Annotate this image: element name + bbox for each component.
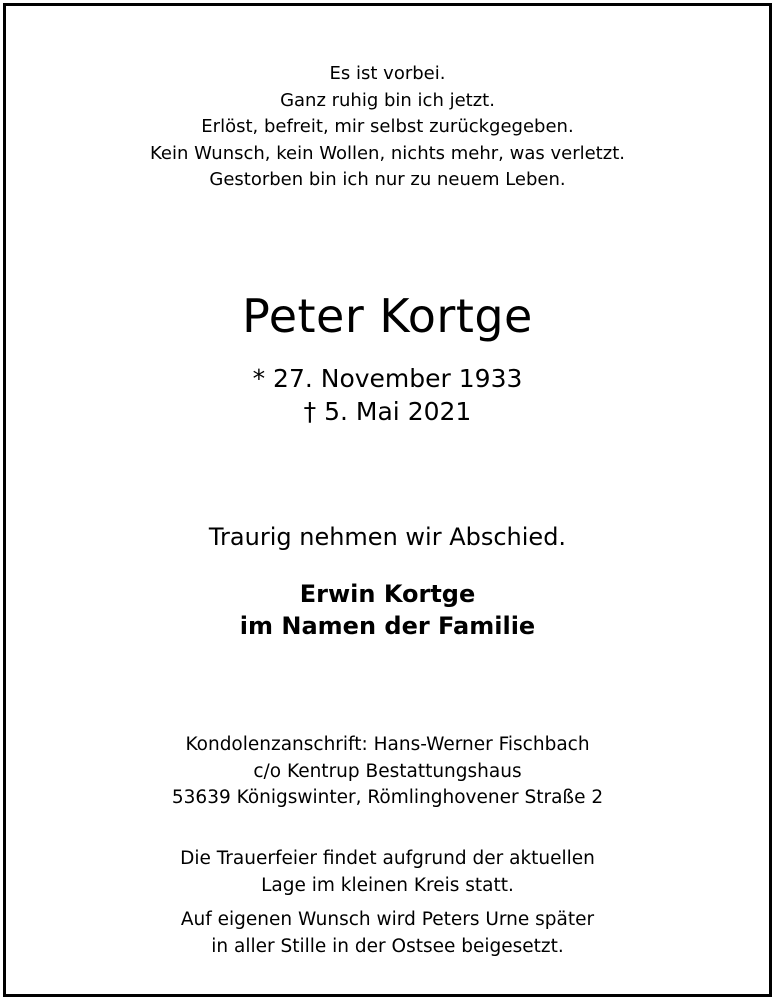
poem-line: Ganz ruhig bin ich jetzt. (280, 89, 495, 111)
urn-line: in aller Stille in der Ostsee beigesetzt. (211, 935, 564, 957)
poem-line: Erlöst, befreit, mir selbst zurückgegeben. (201, 116, 574, 137)
ceremony-note (6, 846, 769, 899)
address-line: Kondolenzanschrift: Hans-Werner Fischbach (185, 734, 590, 755)
obituary-frame (3, 3, 772, 997)
address-line: 53639 Königswinter, Römlinghovener Straße 2 (171, 787, 604, 808)
signer-family: im Namen der Familie (239, 612, 536, 640)
poem-line: Gestorben bin ich nur zu neuem Leben. (209, 169, 566, 190)
signer-name: Erwin Kortge (299, 580, 476, 608)
ceremony-line: Die Trauerfeier findet aufgrund der aktuellen (180, 848, 595, 869)
farewell-text: Traurig nehmen wir Abschied. (208, 523, 567, 551)
address-line: c/o Kentrup Bestattungshaus (253, 760, 522, 782)
signers (6, 578, 769, 642)
poem-line: Kein Wunsch, kein Wollen, nichts mehr, was verletzt. (150, 142, 625, 164)
birth-date: * 27. November 1933 (252, 364, 523, 393)
death-date: † 5. Mai 2021 (303, 397, 472, 426)
poem (6, 61, 769, 194)
ceremony-line: Lage im kleinen Kreis statt. (261, 874, 514, 896)
poem-line: Es ist vorbei. (329, 63, 446, 84)
urn-line: Auf eigenen Wunsch wird Peters Urne später (180, 909, 595, 930)
life-dates (6, 362, 769, 428)
condolence-address (6, 732, 769, 812)
urn-note (6, 907, 769, 960)
deceased-name: Peter Kortge (242, 289, 533, 343)
